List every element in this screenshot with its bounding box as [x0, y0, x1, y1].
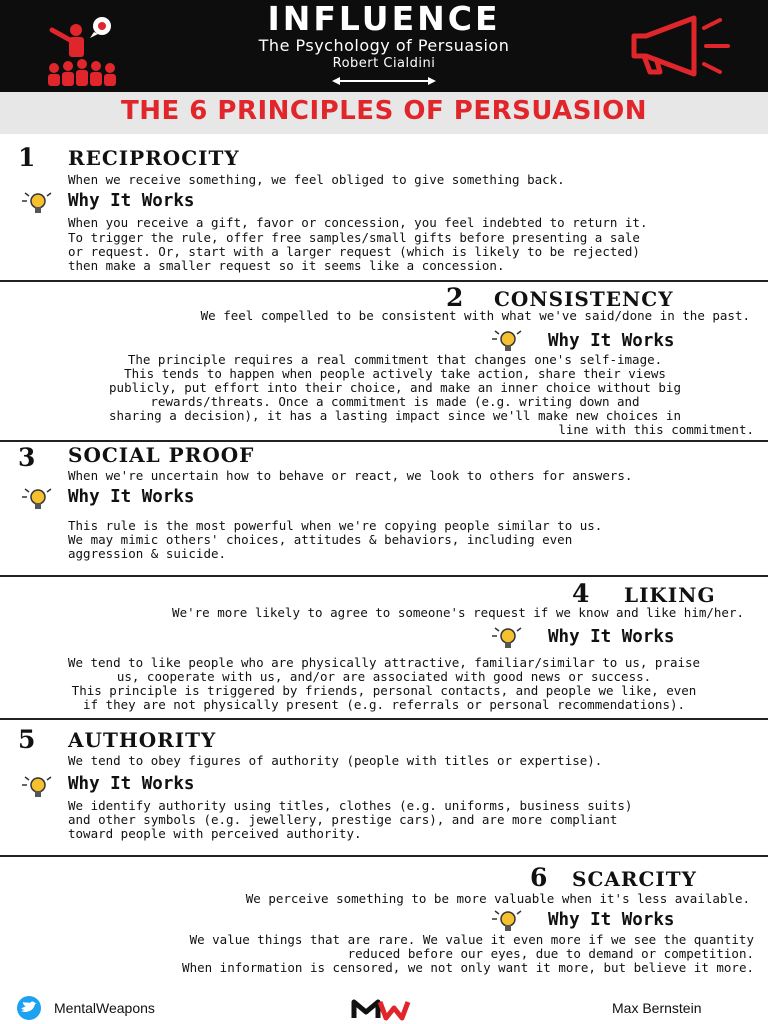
why-line: We value things that are rare. We value it even more if we see the quantity — [189, 932, 754, 947]
principle-number: 5 — [18, 725, 36, 754]
why-line: publicly, put effort into their choice, and make an inner choice without big — [109, 380, 681, 395]
principle-summary: When we receive something, we feel obliged to give something back. — [68, 172, 565, 187]
principle-summary: We tend to obey figures of authority (people with titles or expertise). — [68, 753, 603, 768]
why-it-works-heading: Why It Works — [548, 627, 675, 647]
why-line: We tend to like people who are physically attractive, familiar/similar to us, praise — [67, 655, 701, 670]
why-line: us, cooperate with us, and/or are associated with good news or success. — [116, 669, 652, 684]
principle-number: 3 — [18, 443, 36, 472]
principle-summary: We perceive something to be more valuable when it's less available. — [245, 891, 750, 906]
lightbulb-icon — [18, 190, 52, 216]
principle-summary: When we're uncertain how to behave or react, we look to others for answers. — [68, 468, 633, 483]
header-banner — [0, 0, 768, 92]
section-divider — [0, 718, 768, 720]
mw-logo — [350, 994, 412, 1022]
why-line: or request. Or, start with a larger request (which is likely to be rejected) — [68, 244, 640, 259]
why-it-works-heading: Why It Works — [68, 487, 195, 507]
principle-number: 2 — [446, 283, 464, 312]
why-it-works-heading: Why It Works — [68, 191, 195, 211]
why-line: and other symbols (e.g. jewellery, prestige cars), and are more compliant — [68, 812, 618, 827]
section-divider — [0, 280, 768, 282]
why-it-works-heading: Why It Works — [548, 910, 675, 930]
author-credit: Max Bernstein — [612, 1000, 702, 1016]
banner-title: THE 6 PRINCIPLES OF PERSUASION — [120, 96, 648, 126]
why-line: When information is censored, we not only want it more, but believe it more. — [182, 960, 754, 975]
why-line: then make a smaller request so it seems like a concession. — [68, 258, 505, 273]
why-line: reduced before our eyes, due to demand or competition. — [347, 946, 754, 961]
section-divider — [0, 440, 768, 442]
principle-summary: We feel compelled to be consistent with what we've said/done in the past. — [200, 308, 750, 323]
book-author: Robert Cialdini — [332, 56, 436, 71]
why-line: rewards/threats. Once a commitment is made (e.g. writing down and — [150, 394, 640, 409]
principle-summary: We're more likely to agree to someone's request if we know and like him/her. — [172, 605, 744, 620]
why-line: This rule is the most powerful when we're copying people similar to us. — [68, 518, 603, 533]
principle-number: 6 — [530, 863, 548, 892]
principle-title: SCARCITY — [572, 867, 697, 891]
megaphone-icon — [624, 14, 736, 80]
why-line: line with this commitment. — [558, 422, 754, 437]
principle-title: SOCIAL PROOF — [68, 443, 255, 467]
why-line: aggression & suicide. — [68, 546, 227, 561]
why-line: To trigger the rule, offer free samples/small gifts before presenting a sale — [68, 230, 640, 245]
book-title: INFLUENCE — [267, 0, 501, 38]
lightbulb-icon — [18, 486, 52, 512]
why-it-works-heading: Why It Works — [548, 331, 675, 351]
lightbulb-icon — [488, 908, 522, 934]
why-it-works-heading: Why It Works — [68, 774, 195, 794]
why-line: We may mimic others' choices, attitudes & behaviors, including even — [68, 532, 573, 547]
section-divider — [0, 855, 768, 857]
lightbulb-icon — [488, 328, 522, 354]
section-banner — [0, 92, 768, 134]
twitter-handle[interactable]: MentalWeapons — [54, 1000, 155, 1016]
footer — [0, 992, 768, 1024]
why-line: The principle requires a real commitment that changes one's self-image. — [127, 352, 663, 367]
section-divider — [0, 575, 768, 577]
principle-number: 1 — [18, 143, 36, 172]
twitter-icon[interactable] — [12, 995, 46, 1021]
lightbulb-icon — [18, 774, 52, 800]
principle-title: CONSISTENCY — [494, 287, 674, 311]
principle-title: RECIPROCITY — [68, 146, 240, 170]
why-line: This tends to happen when people actively take action, share their views — [124, 366, 666, 381]
lightbulb-icon — [488, 625, 522, 651]
principle-number: 4 — [572, 579, 590, 608]
why-line: We identify authority using titles, clothes (e.g. uniforms, business suits) — [68, 798, 633, 813]
double-arrow-icon — [332, 76, 436, 86]
principle-title: LIKING — [624, 583, 716, 607]
principle-title: AUTHORITY — [68, 728, 217, 752]
why-line: This principle is triggered by friends, personal contacts, and people we like, even — [71, 683, 697, 698]
why-line: sharing a decision), it has a lasting impact since we'll make new choices in — [109, 408, 681, 423]
book-subtitle: The Psychology of Persuasion — [258, 36, 510, 55]
why-line: toward people with perceived authority. — [68, 826, 362, 841]
why-line: When you receive a gift, favor or concession, you feel indebted to return it. — [68, 215, 648, 230]
why-line: if they are not physically present (e.g. referrals or personal recommendations). — [82, 697, 686, 712]
